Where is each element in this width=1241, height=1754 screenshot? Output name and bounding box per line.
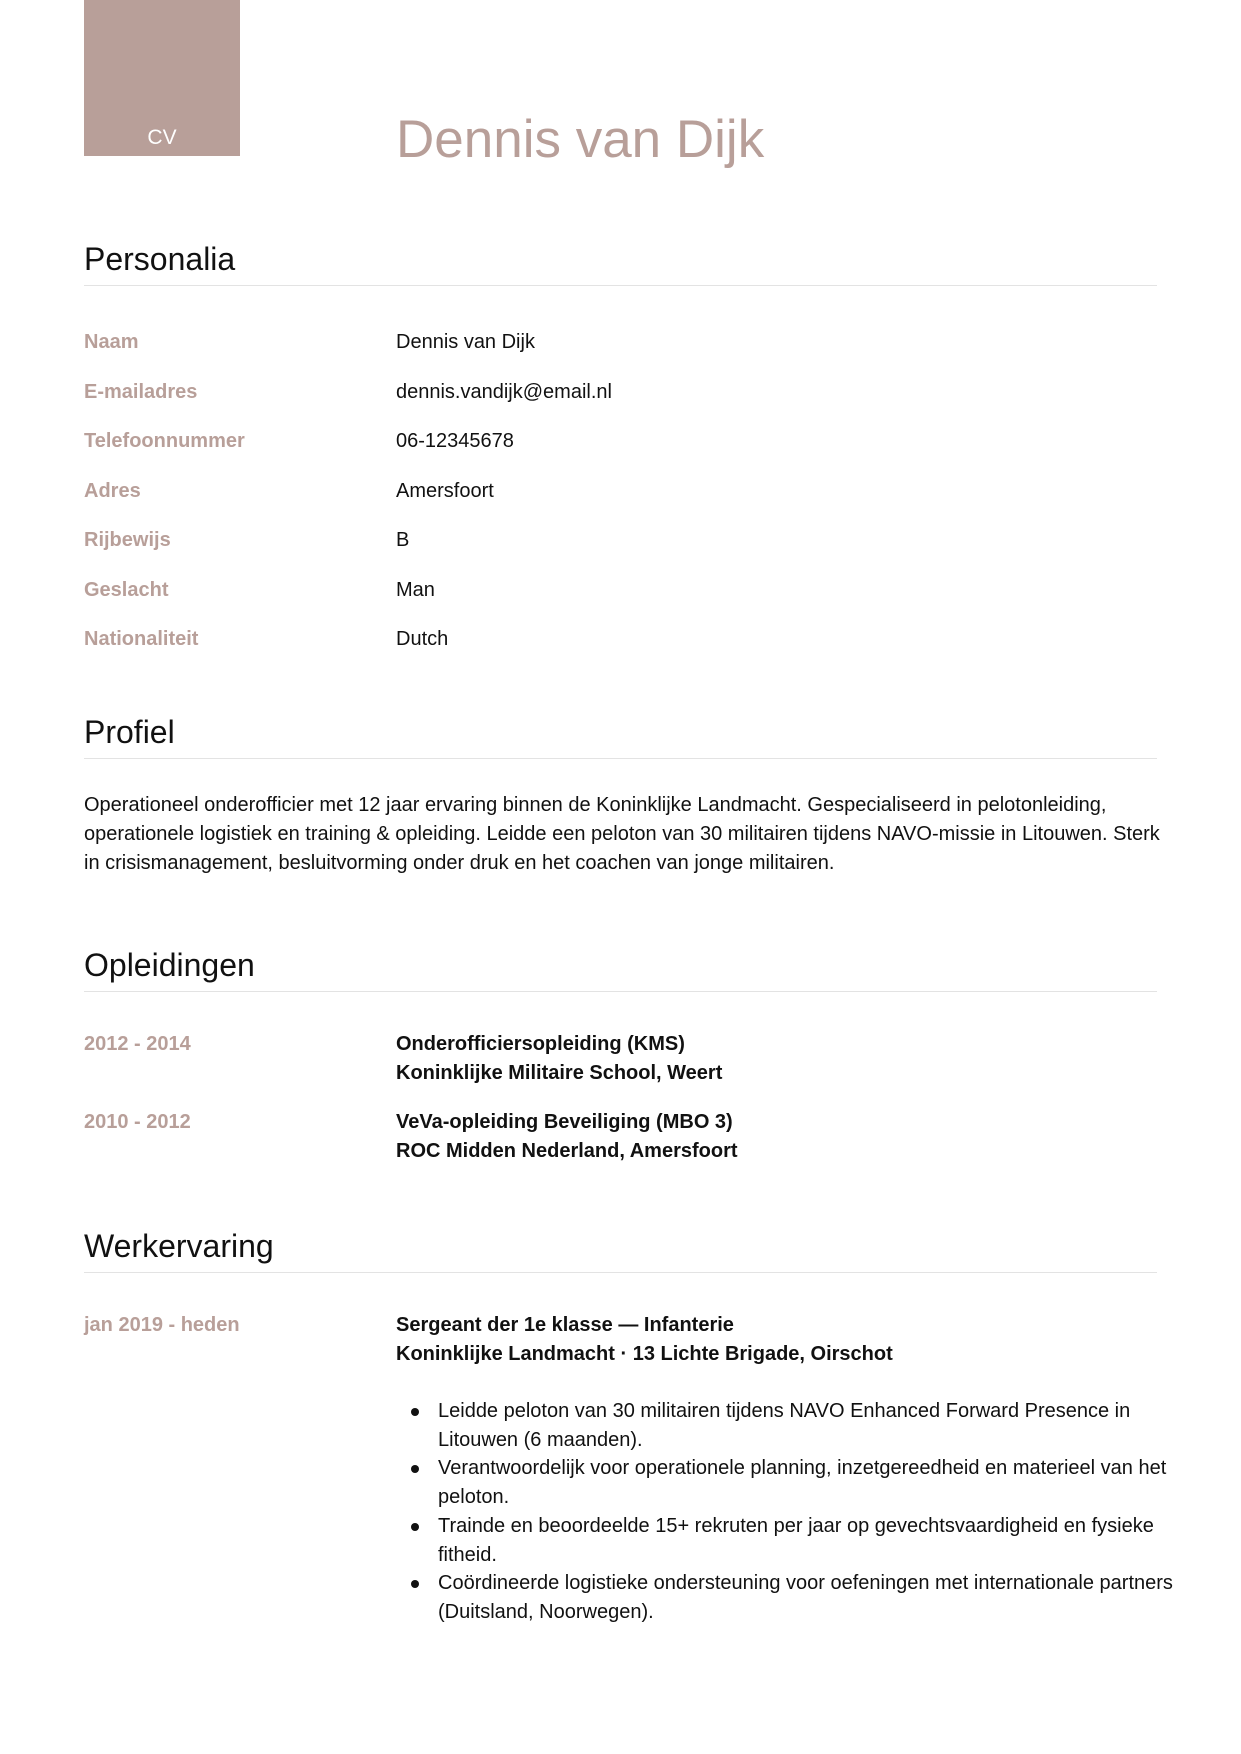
list-item: Trainde en beoordeelde 15+ rekruten per jaar op gevechtsvaardigheid en fysieke fitheid. [438,1512,1198,1569]
section-werkervaring [84,1227,1173,1623]
personalia-row-naam [84,330,1157,380]
list-item: Leidde peloton van 30 militairen tijdens NAVO Enhanced Forward Presence in Litouwen (6 maanden). [438,1397,1198,1454]
field-label: Geslacht [84,578,169,601]
section-title-profiel: Profiel [84,713,1157,759]
personalia-row-email [84,380,1157,430]
section-title-werkervaring: Werkervaring [84,1227,1157,1273]
education-institution: Koninklijke Militaire School, Weert [396,1062,723,1084]
field-value: 06-12345678 [396,430,514,452]
education-institution: ROC Midden Nederland, Amersfoort [396,1140,738,1162]
field-label: E-mailadres [84,380,198,403]
section-personalia [84,240,1157,677]
list-item: Verantwoordelijk voor operationele planning, inzetgereedheid en materieel van het peloton. [438,1454,1198,1511]
education-title: Onderofficiersopleiding (KMS) [396,1033,685,1055]
field-label: Telefoonnummer [84,430,245,452]
field-label: Nationaliteit [84,628,199,650]
work-position: Sergeant der 1e klasse — Infanterie [396,1314,734,1336]
work-details [396,1311,893,1369]
profile-summary: Operationeel onderofficier met 12 jaar ervaring binnen de Koninklijke Landmacht. Gespecialiseerd in pelotonleiding, operationele logistiek en training & opleiding. Leidde een peloton van 30 militairen tijdens NAVO-missie in Litouwen. Sterk in crisismanagement, besluitvorming onder druk en het coachen van jonge militairen. [84,794,1160,874]
section-title-personalia: Personalia [84,240,1157,286]
section-title-opleidingen: Opleidingen [84,946,1157,992]
education-title: VeVa-opleiding Beveiliging (MBO 3) [396,1111,733,1133]
field-value: Amersfoort [396,479,494,502]
work-period: jan 2019 - heden [84,1314,240,1336]
education-period: 2012 - 2014 [84,1033,191,1055]
personalia-row-adres [84,479,1157,529]
education-entry [84,1108,1157,1186]
list-item: Coördineerde logistieke ondersteuning voor oefeningen met internationale partners (Duitsland, Noorwegen). [438,1569,1198,1626]
field-value: Dutch [396,628,449,650]
field-value: dennis.vandijk@email.nl [396,380,612,403]
field-value: Dennis van Dijk [396,331,535,353]
education-entry [84,1030,1157,1108]
field-label: Naam [84,331,139,353]
personalia-row-nationaliteit [84,627,1157,677]
field-label: Adres [84,479,141,502]
field-value: Man [396,578,435,601]
candidate-name: Dennis van Dijk [396,110,765,169]
education-period: 2010 - 2012 [84,1111,191,1133]
work-entry [84,1311,1173,1623]
personalia-row-geslacht [84,578,1157,628]
personalia-row-rijbewijs [84,528,1157,578]
education-details [396,1108,738,1166]
personalia-row-telefoon [84,429,1157,479]
education-details [396,1030,722,1088]
section-opleidingen [84,946,1157,1186]
field-value: B [396,529,410,551]
field-label: Rijbewijs [84,529,171,551]
work-employer: Koninklijke Landmacht · 13 Lichte Brigade, Oirschot [396,1343,893,1365]
cv-badge [84,0,240,156]
work-responsibilities [396,1397,1198,1627]
cv-badge-label: CV [147,126,177,149]
section-profiel [84,713,1160,878]
